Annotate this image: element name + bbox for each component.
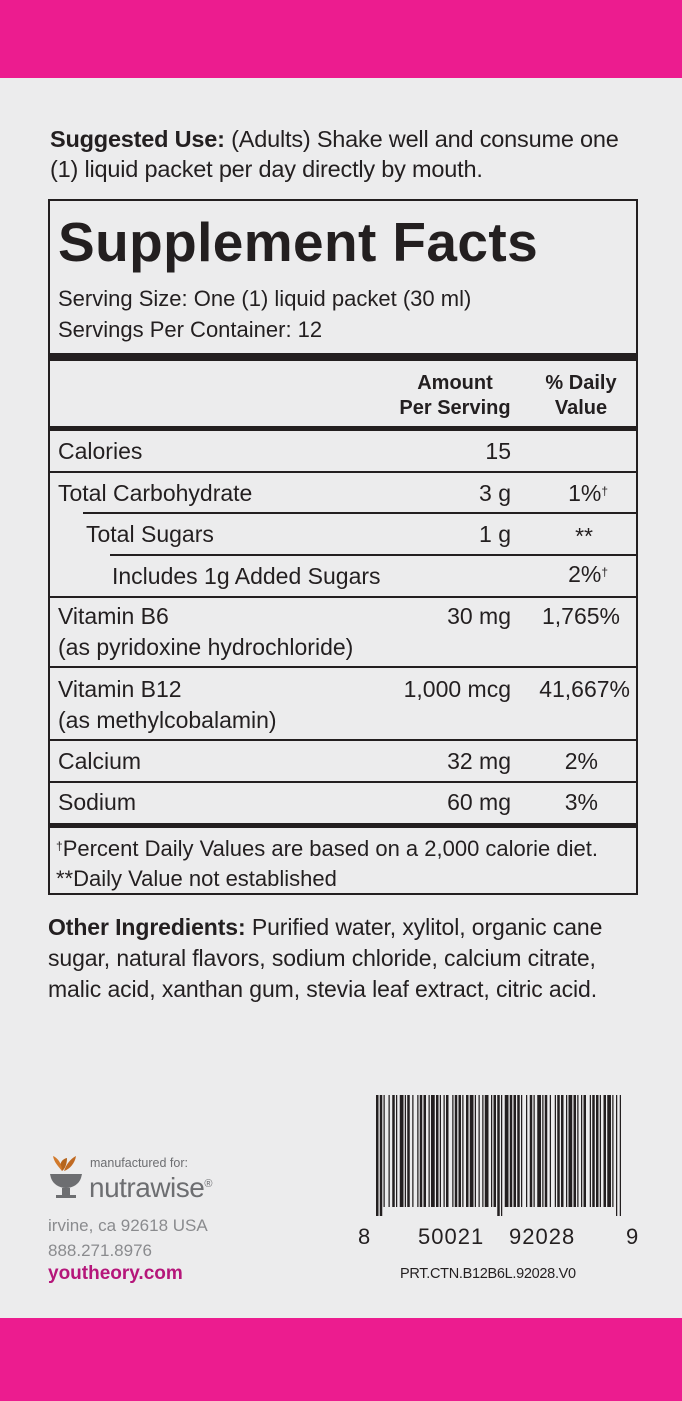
- brand-name: nutrawise®: [89, 1172, 212, 1203]
- other-ingredients: [48, 912, 648, 1005]
- barcode-bar: [494, 1095, 497, 1207]
- row-rule: [83, 512, 636, 514]
- barcode-bar: [459, 1095, 462, 1207]
- row-name-vitamin-b12: Vitamin B12: [58, 676, 182, 702]
- barcode-bar: [424, 1095, 427, 1207]
- barcode-bar: [600, 1095, 601, 1207]
- row-name-total-sugars: Total Sugars: [86, 521, 214, 547]
- barcode-bar: [466, 1095, 469, 1207]
- row-name-sodium: Sodium: [58, 789, 136, 815]
- row-dv-calcium: 2%: [564, 748, 598, 774]
- row-rule: [50, 471, 636, 473]
- barcode-bar: [612, 1095, 613, 1207]
- barcode-bar: [396, 1095, 397, 1207]
- header-rule: [50, 426, 636, 431]
- barcode-digit-left: 8: [358, 1224, 371, 1249]
- barcode-bar: [557, 1095, 560, 1207]
- barcode-bar: [550, 1095, 551, 1207]
- servings-per-container: Servings Per Container: 12: [58, 317, 323, 342]
- barcode-bar: [455, 1095, 458, 1207]
- barcode-bar: [400, 1095, 404, 1207]
- barcode-bar: [577, 1095, 578, 1207]
- footnote-daily-values: †Percent Daily Values are based on a 2,000 calorie diet.: [56, 836, 598, 861]
- barcode-bar: [514, 1095, 517, 1207]
- barcode-bar: [470, 1095, 474, 1207]
- barcode-bar: [497, 1095, 500, 1216]
- barcode-bar: [555, 1095, 556, 1207]
- row-amount-vitamin-b6: 30 mg: [447, 603, 511, 629]
- barcode-bar: [545, 1095, 548, 1207]
- barcode-image: [376, 1095, 622, 1216]
- row-dv-vitamin-b12: 41,667%: [539, 676, 630, 702]
- barcode-bar: [491, 1095, 492, 1207]
- row-dv-total-carbohydrate: 1%†: [568, 480, 608, 506]
- barcode-group-1: 50021: [418, 1224, 485, 1249]
- barcode-bar: [446, 1095, 449, 1207]
- barcode-bar: [574, 1095, 577, 1207]
- row-amount-total-sugars: 1 g: [479, 521, 511, 547]
- barcode-bar: [475, 1095, 476, 1207]
- barcode-bar: [530, 1095, 533, 1207]
- barcode-bar: [479, 1095, 480, 1207]
- barcode-bar: [505, 1095, 509, 1207]
- top-color-band: [0, 0, 682, 78]
- suggested-use-label: Suggested Use:: [50, 126, 225, 152]
- row-name-total-carbohydrate: Total Carbohydrate: [58, 480, 253, 506]
- daily-value-header: % Daily Value: [545, 372, 617, 419]
- barcode-bar: [517, 1095, 520, 1207]
- row-dv-vitamin-b6: 1,765%: [541, 603, 620, 629]
- barcode-bar: [596, 1095, 599, 1207]
- barcode-bar: [542, 1095, 543, 1207]
- manufacturer-address: irvine, ca 92618 USA: [48, 1216, 208, 1235]
- barcode-bar: [561, 1095, 564, 1207]
- barcode-bar: [534, 1095, 535, 1207]
- barcode-bar: [616, 1095, 617, 1216]
- manufacturer-phone: 888.271.8976: [48, 1241, 152, 1260]
- other-ingredients-label: Other Ingredients:: [48, 914, 246, 940]
- serving-size: Serving Size: One (1) liquid packet (30 ml): [58, 286, 472, 311]
- row-amount-calories: 15: [485, 438, 511, 464]
- barcode-bar: [431, 1095, 435, 1207]
- manufactured-for-label: manufactured for:: [90, 1156, 188, 1170]
- part-number: PRT.CTN.B12B6L.92028.V0: [400, 1266, 576, 1282]
- row-rule: [50, 739, 636, 741]
- barcode-bar: [620, 1095, 621, 1216]
- row-rule: [50, 666, 636, 668]
- facts-title: Supplement Facts: [58, 211, 539, 273]
- barcode-bar: [590, 1095, 591, 1207]
- website-link[interactable]: youtheory.com: [48, 1263, 183, 1284]
- barcode-bar: [581, 1095, 582, 1207]
- barcode-bar: [389, 1095, 390, 1207]
- row-rule: [50, 596, 636, 598]
- barcode-bar: [405, 1095, 406, 1207]
- barcode-bar: [412, 1095, 413, 1207]
- row-name-calcium: Calcium: [58, 748, 142, 774]
- row-dv-added-sugars: 2%†: [568, 561, 608, 587]
- barcode-bar: [444, 1095, 445, 1207]
- barcode-bar: [537, 1095, 541, 1207]
- row-dv-total-sugars: **: [575, 523, 593, 549]
- barcode-bar: [521, 1095, 522, 1207]
- row-amount-vitamin-b12: 1,000 mcg: [403, 676, 511, 702]
- barcode-bar: [429, 1095, 430, 1207]
- barcode-bar: [436, 1095, 439, 1207]
- row-name-vitamin-b6: Vitamin B6: [58, 603, 169, 629]
- barcode-bar: [440, 1095, 441, 1207]
- barcode-bar: [501, 1095, 502, 1216]
- barcode-bar: [417, 1095, 418, 1207]
- suggested-use-text: (Adults) Shake well and consume one (1) liquid packet per day directly by mouth.: [50, 126, 619, 182]
- barcode-bar: [376, 1095, 379, 1216]
- barcode-bar: [607, 1095, 611, 1207]
- row-dv-sodium: 3%: [564, 789, 598, 815]
- barcode-bar: [604, 1095, 607, 1207]
- row-source-vitamin-b6: (as pyridoxine hydrochloride): [58, 634, 354, 660]
- bottom-color-band: [0, 1318, 682, 1401]
- barcode-bar: [384, 1095, 385, 1207]
- barcode-bar: [584, 1095, 587, 1207]
- thick-rule: [50, 353, 636, 361]
- barcode-bar: [452, 1095, 453, 1207]
- row-source-vitamin-b12: (as methylcobalamin): [58, 707, 277, 733]
- row-rule: [110, 554, 636, 556]
- row-amount-sodium: 60 mg: [447, 789, 511, 815]
- amount-header: Amount Per Serving: [399, 372, 511, 419]
- supplement-facts-panel: [48, 199, 638, 895]
- barcode-bar: [420, 1095, 423, 1207]
- barcode-bar: [510, 1095, 513, 1207]
- row-name-added-sugars: Includes 1g Added Sugars: [112, 563, 381, 589]
- barcode-bar: [392, 1095, 395, 1207]
- barcode-bar: [380, 1095, 383, 1216]
- footer-rule: [50, 823, 636, 828]
- row-name-calories: Calories: [58, 438, 143, 464]
- barcode-bar: [592, 1095, 595, 1207]
- barcode-bar: [569, 1095, 573, 1207]
- row-amount-total-carbohydrate: 3 g: [479, 480, 511, 506]
- barcode-bar: [485, 1095, 489, 1207]
- barcode-bar: [407, 1095, 410, 1207]
- barcode-group-2: 92028: [509, 1224, 576, 1249]
- barcode-digit-right: 9: [626, 1224, 639, 1249]
- suggested-use: [50, 124, 640, 184]
- other-ingredients-text: Purified water, xylitol, organic cane sugar, natural flavors, sodium chloride, calcium citrate, malic acid, xanthan gum, stevia leaf extract, citric acid.: [48, 914, 603, 1002]
- barcode-bar: [482, 1095, 483, 1207]
- barcode-bar: [462, 1095, 463, 1207]
- barcode-bar: [526, 1095, 527, 1207]
- row-amount-calcium: 32 mg: [447, 748, 511, 774]
- row-rule: [50, 781, 636, 783]
- footnote-not-established: **Daily Value not established: [56, 866, 337, 891]
- barcode-bar: [566, 1095, 567, 1207]
